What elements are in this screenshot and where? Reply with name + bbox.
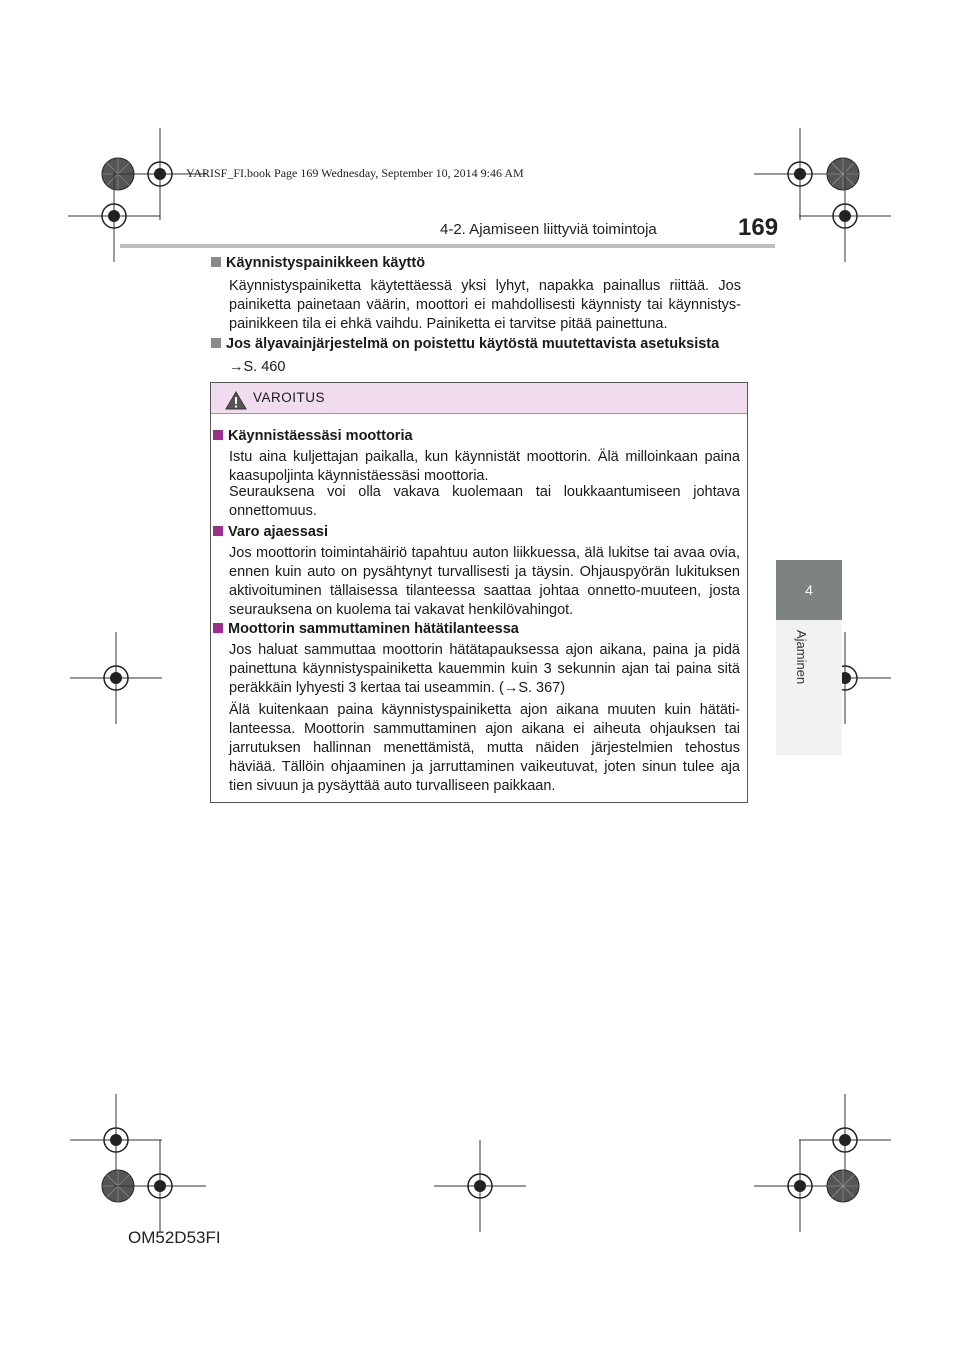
bullet-square-icon — [213, 526, 223, 536]
chapter-title: Ajaminen — [794, 630, 809, 685]
caution-item-text: Jos moottorin toimintahäiriö tapahtuu auton liikkuessa, älä lukitse tai avaa ovia, ennen kuin auto on pysähtynyt turvallisesti ja täysin. Ohjauspyörän lukituksen aktivoituminen tällaisessa tilanteessa saattaa johtaa onnetto-muuteen, josta seurauksena on kuolema tai vakavat henkilövahingot. — [229, 545, 740, 618]
page-number: 169 — [738, 214, 779, 241]
book-info: YARISF_FI.book Page 169 Wednesday, September 10, 2014 9:46 AM — [186, 166, 524, 180]
caution-item-text: Jos haluat sammuttaa moottorin hätätapauksessa ajon aikana, paina ja pidä painettuna käynnistyspainiketta kauemmin kuin 3 sekunnin ajan tai paina sitä peräkkäin lyhyesti 3 kertaa tai useammin. (→S. 367) — [229, 642, 740, 696]
warning-triangle-icon — [225, 391, 247, 410]
caution-item-heading: Moottorin sammuttaminen hätätilanteessa — [213, 621, 519, 637]
header-section-title: 4-2. Ajamiseen liittyviä toimintoja — [440, 221, 657, 238]
bullet-square-icon — [211, 257, 221, 267]
section-text: Käynnistyspainiketta käytettäessä yksi lyhyt, napakka painallus riittää. Jos painiketta painetaan väärin, moottori ei mahdollisesti käynnisty tai käynnistys-painikkeen tila ei ehkä vaihdu. Painiketta ei tarvitse pitää painettuna. — [229, 278, 741, 332]
bullet-square-icon — [213, 623, 223, 633]
section-heading: Jos älyavainjärjestelmä on poistettu käytöstä muutettavista asetuksista — [211, 336, 719, 352]
caution-item-heading: Käynnistäessäsi moottoria — [213, 428, 413, 444]
caution-item-text: Seurauksena voi olla vakava kuolemaan tai loukkaantumiseen johtava onnettomuus. — [229, 484, 740, 519]
chapter-tab — [776, 560, 842, 620]
document-code: OM52D53FI — [128, 1228, 221, 1247]
page-reference: →S. 460 — [229, 359, 286, 375]
chapter-number: 4 — [805, 582, 813, 598]
section-heading: Käynnistyspainikkeen käyttö — [211, 255, 425, 271]
chapter-side-strip — [776, 620, 842, 755]
caution-item-text: Istu aina kuljettajan paikalla, kun käynnistät moottorin. Älä milloinkaan paina kaasupoljinta käynnistäessäsi moottoria. — [229, 449, 740, 484]
bullet-square-icon — [213, 430, 223, 440]
caution-item-heading: Varo ajaessasi — [213, 524, 328, 540]
caution-label: VAROITUS — [253, 390, 326, 405]
header-rule — [120, 244, 775, 248]
bullet-square-icon — [211, 338, 221, 348]
caution-item-text: Älä kuitenkaan paina käynnistyspainiketta ajon aikana muuten kuin hätäti-lanteessa. Moottorin sammuttaminen ajon aikana ei aiheuta ohjauksen tai jarrutuksen hallinnan menettämistä, mutta näiden järjestelmien tehostus häviää. Tällöin ohjaaminen ja jarruttaminen vaikeutuvat, joten sinun tulee aja tien sivuun ja pysäyttää auto turvalliseen paikkaan. — [229, 702, 740, 794]
